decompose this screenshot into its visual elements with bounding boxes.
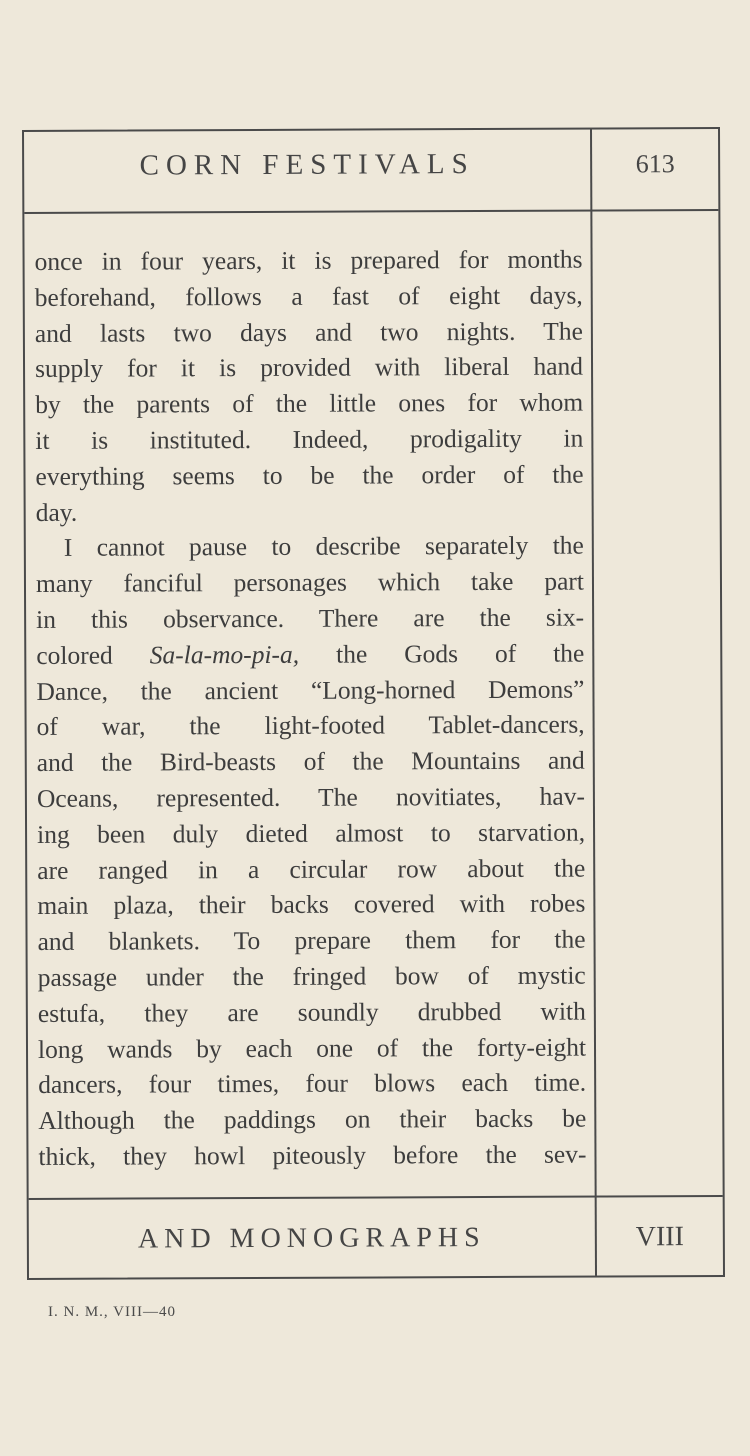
text-line: and blankets. To prepare them for the [37,924,586,957]
text-line: main plaza, their backs covered with robes [37,888,586,921]
text-line: dancers, four times, four blows each time. [38,1067,587,1100]
text-line: of war, the light-footed Tablet-dancers, [36,709,585,742]
text-line: many fanciful personages which take part [35,566,585,599]
running-head-title: CORN FESTIVALS [139,148,475,182]
text-line: day. [35,497,78,527]
running-foot-title: AND MONOGRAPHS [137,1221,486,1255]
printer-signature: I. N. M., VIII—40 [48,1304,176,1320]
header-rule [24,209,718,214]
text-line: everything seems to be the order of the [35,459,584,491]
text-line: Oceans, represented. The novitiates, hav- [36,781,585,813]
text-line: Although the paddings on their backs be [38,1103,587,1136]
text-line: by the parents of the little ones for whom [35,387,584,420]
text-line: once in four years, it is prepared for months [34,244,583,276]
text-line: in this observance. There are the six- [36,602,585,634]
text-line: long wands by each one of the forty-eight [37,1032,587,1064]
body-text [34,242,586,1175]
page-number: 613 [635,149,675,179]
text-line: and lasts two days and two nights. The [34,316,583,348]
column-divider [590,130,597,1276]
text-line: beforehand, follows a fast of eight days, [34,280,583,312]
text-segment: colored [36,640,113,670]
text-line: are ranged in a circular row about the [37,853,586,885]
text-line: Dance, the ancient “Long-horned Demons” [36,674,585,706]
text-line: it is instituted. Indeed, prodigality in [35,423,584,455]
text-line: thick, they howl piteously before the sev- [38,1139,587,1171]
footer-rule [29,1195,723,1200]
text-line: estufa, they are soundly drubbed with [37,996,586,1028]
italic-term: Sa-la-mo-pi-a, [149,639,300,670]
text-line: I cannot pause to describe separately the [63,530,584,563]
text-segment: the Gods of the [336,638,585,669]
text-line: and the Bird-beasts of the Mountains and [36,745,585,778]
text-line: passage under the fringed bow of mystic [37,960,586,992]
text-line [36,635,584,673]
text-line: ing been duly dieted almost to starvation, [37,817,586,849]
page-frame [22,127,725,1280]
text-line: supply for it is provided with liberal hand [34,351,584,384]
volume-number: VIII [635,1221,684,1253]
